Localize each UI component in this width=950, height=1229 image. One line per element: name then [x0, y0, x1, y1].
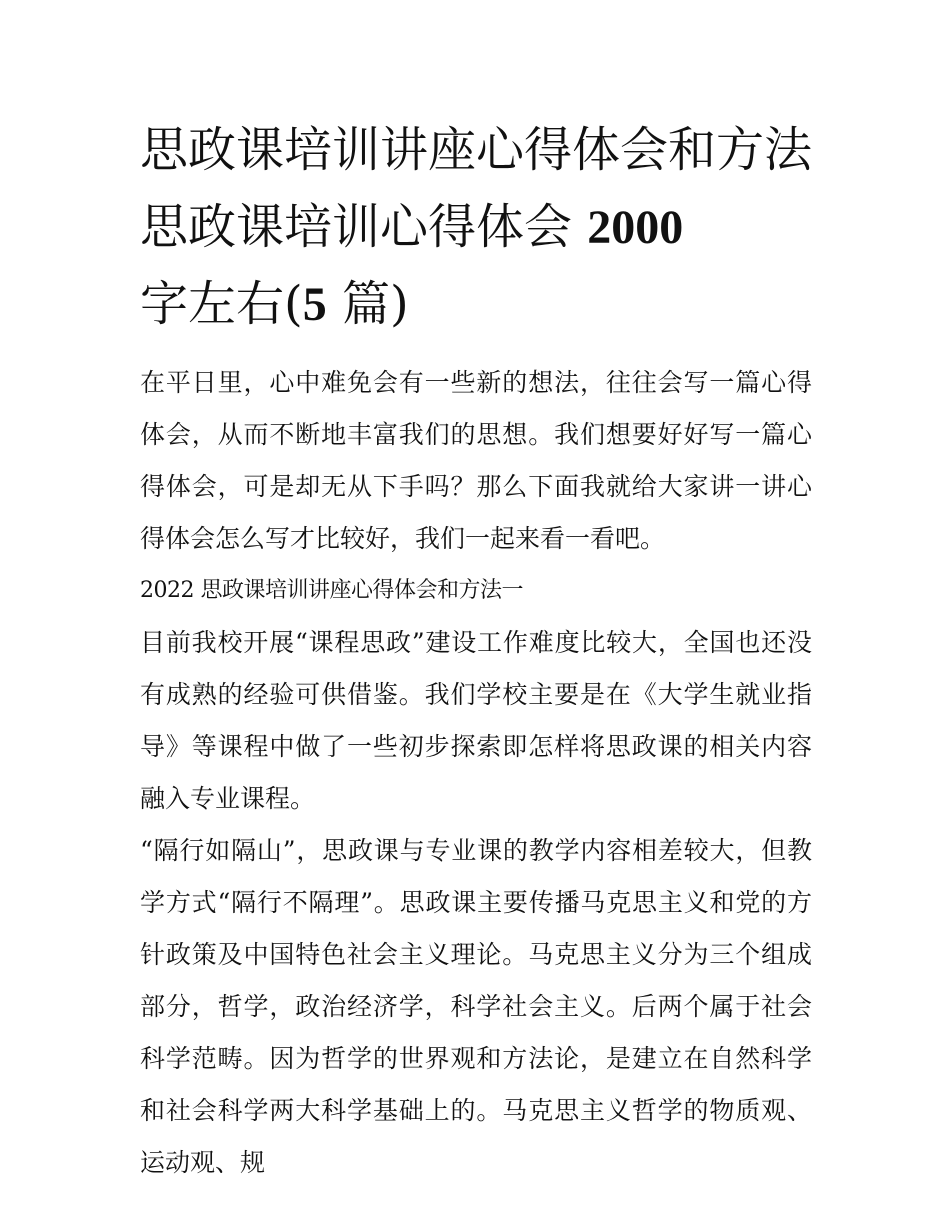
- section-heading: 2022 思政课培训讲座心得体会和方法一: [140, 578, 523, 603]
- title-text-1: 思政课培训讲座心得体会和方法 思政课培训心得体会: [140, 122, 813, 255]
- title-text-2: 字左右(: [140, 276, 303, 332]
- document-body: [140, 357, 812, 1189]
- intro-paragraph: 在平日里，心中难免会有一些新的想法，往往会写一篇心得体会，从而不断地丰富我们的思想。我们想要好好写一篇心得体会，可是却无从下手吗？那么下面我就给大家讲一讲心得体会怎么写才比较好，我们一起来看一看吧。: [140, 368, 812, 553]
- title-text-3: 篇): [326, 276, 409, 332]
- body-paragraph-2: “隔行如隔山”，思政课与专业课的教学内容相差较大，但教学方式“隔行不隔理”。思政课主要传播马克思主义和党的方针政策及中国特色社会主义理论。马克思主义分为三个组成部分，哲学，政治经济学，科学社会主义。后两个属于社会科学范畴。因为哲学的世界观和方法论，是建立在自然科学和社会科学两大科学基础上的。马克思主义哲学的物质观、运动观、规: [140, 836, 812, 1177]
- title-count: 5: [302, 278, 327, 331]
- document-title: [140, 112, 812, 343]
- title-number: 2000: [587, 201, 684, 254]
- document-content: [140, 112, 812, 1189]
- body-paragraph-1: 目前我校开展“课程思政”建设工作难度比较大，全国也还没有成熟的经验可供借鉴。我们学校主要是在《大学生就业指导》等课程中做了一些初步探索即怎样将思政课的相关内容融入专业课程。: [140, 628, 812, 813]
